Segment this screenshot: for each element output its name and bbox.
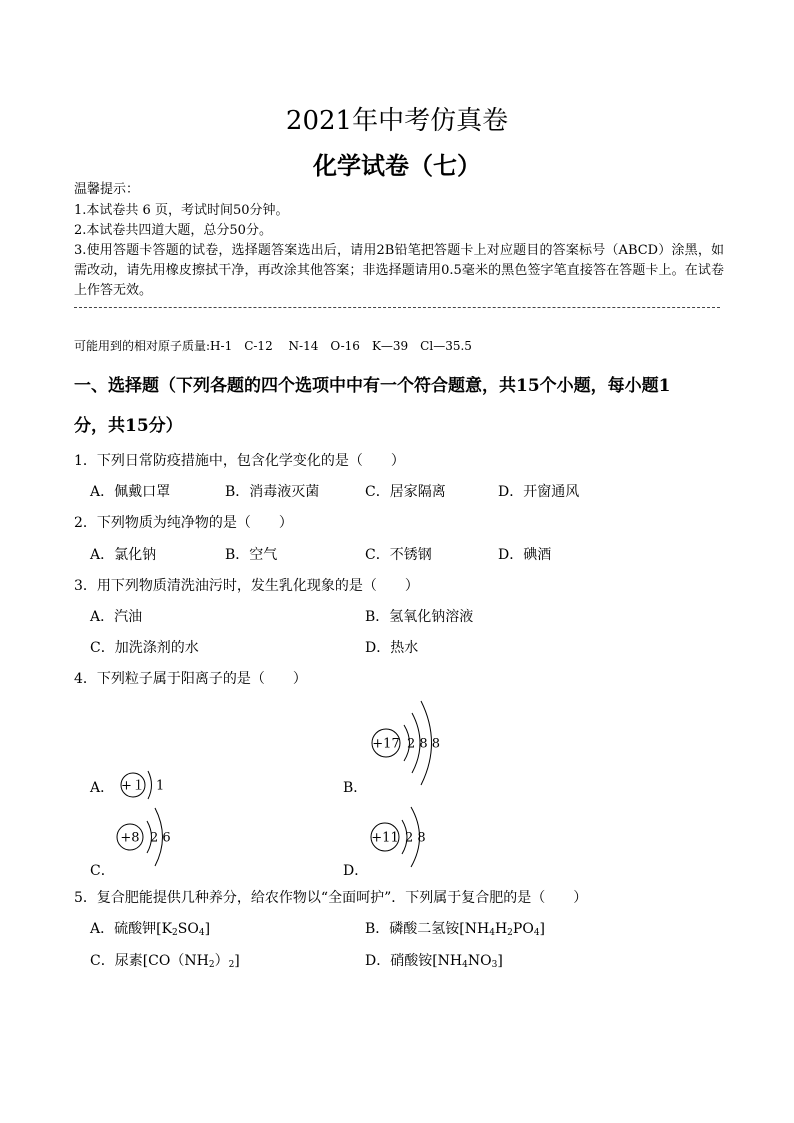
dashed-divider <box>74 307 720 308</box>
nucleus-charge-a: +１ <box>121 778 145 794</box>
question-5-option-d: D．硝酸铵$[NH_4NO_3]$ <box>365 953 503 970</box>
question-4-label-b: B． <box>343 780 368 796</box>
question-3-option-a: A．汽油 <box>90 609 143 625</box>
atomic-masses: 可能用到的相对原子质量:H-1 C-12 N-14 O-16 K—39 Cl—35.5 <box>74 339 472 353</box>
section-heading-line-2: 分，共15分） <box>74 416 183 436</box>
question-5-option-a: A．硫酸钾$[K_2SO_4]$ <box>90 921 211 938</box>
question-2-option-b: B．空气 <box>225 547 278 563</box>
question-4-label-d: D． <box>343 863 369 879</box>
shell-electrons-a: 1 <box>156 778 165 794</box>
shell-electrons-d: 2 8 <box>405 830 426 846</box>
question-1-option-d: D．开窗通风 <box>498 484 580 500</box>
atom-diagram-a <box>112 760 182 810</box>
question-4-label-c: C． <box>90 863 115 879</box>
nucleus-charge-c: +8 <box>120 830 140 846</box>
question-5-stem: 5．复合肥能提供几种养分，给农作物以“全面呵护”．下列属于复合肥的是（ ） <box>74 890 588 906</box>
question-4-stem: 4．下列粒子属于阳离子的是（ ） <box>74 671 307 687</box>
question-1-option-a: A．佩戴口罩 <box>90 484 171 500</box>
question-3-option-d: D．热水 <box>365 640 419 656</box>
question-2-option-d: D．碘酒 <box>498 547 552 563</box>
shell-electrons-c: 2 6 <box>150 830 171 846</box>
tips-heading: 温馨提示： <box>74 182 140 197</box>
tips-line-3: 3.使用答题卡答题的试卷，选择题答案选出后，请用2B铅笔把答题卡上对应题目的答案标号（ABCD）涂黑，如需改动，请先用橡皮擦拭干净，再改涂其他答案；非选择题请用0.5毫米的黑色签字笔直接答在答题卡上。在试卷上作答无效。 <box>74 243 724 298</box>
question-2-stem: 2．下列物质为纯净物的是（ ） <box>74 515 293 531</box>
question-1-option-b: B．消毒液灭菌 <box>225 484 320 500</box>
question-2-option-c: C．不锈钢 <box>365 547 432 563</box>
question-3-stem: 3．用下列物质清洗油污时，发生乳化现象的是（ ） <box>74 578 419 594</box>
atom-diagram-b <box>368 696 458 796</box>
question-3-option-b: B．氢氧化钠溶液 <box>365 609 474 625</box>
question-5-option-c: C．尿素$[CO(NH_2)_2]$ <box>90 953 240 970</box>
section-heading-line-1: 一、选择题（下列各题的四个选项中中有一个符合题意，共15个小题，每小题1 <box>74 376 671 396</box>
question-5-option-b: B．磷酸二氢铵$[NH_4H_2PO_4]$ <box>365 921 546 938</box>
question-1-stem: 1．下列日常防疫措施中，包含化学变化的是（ ） <box>74 453 405 469</box>
exam-title: 2021年中考仿真卷 <box>285 106 509 136</box>
question-3-option-c: C．加洗涤剂的水 <box>90 640 199 656</box>
tips-line-1: 1.本试卷共 6 页，考试时间50分钟。 <box>74 203 289 218</box>
nucleus-charge-b: +17 <box>372 736 400 752</box>
electron-shell-arc <box>148 771 152 799</box>
atom-diagram-d <box>370 803 450 871</box>
question-4-label-a: A． <box>90 780 115 796</box>
exam-subtitle: 化学试卷（七） <box>313 151 481 180</box>
shell-electrons-b: 2 8 8 <box>407 736 441 752</box>
nucleus-charge-d: +11 <box>371 830 399 846</box>
question-1-option-c: C．居家隔离 <box>365 484 446 500</box>
question-2-option-a: A．氯化钠 <box>90 547 157 563</box>
atom-diagram-c <box>116 804 186 870</box>
tips-line-2: 2.本试卷共四道大题，总分50分。 <box>74 223 272 238</box>
